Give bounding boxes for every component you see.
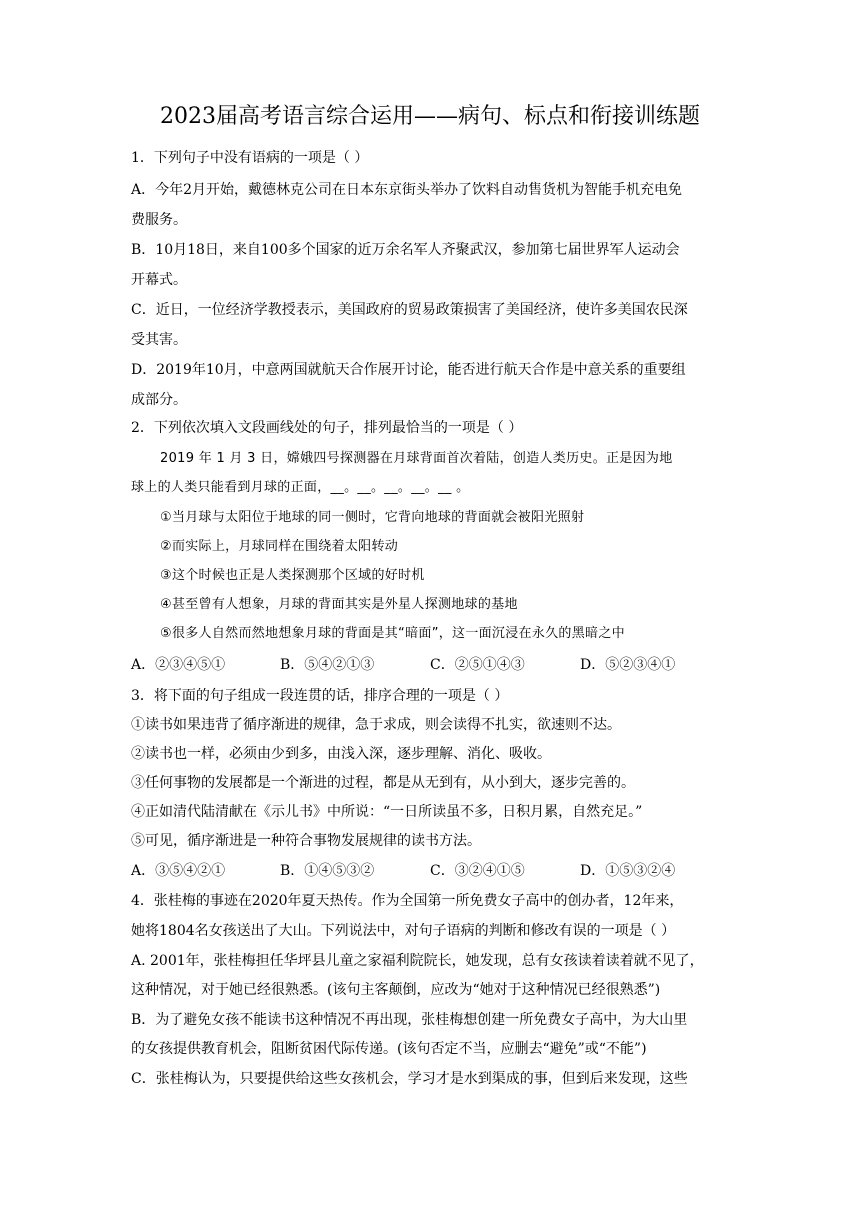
q3-option-d: D．①⑤③②④ bbox=[580, 863, 676, 879]
q4-option-a-line2: 这种情况，对于她已经很熟悉。(该句主客颠倒，应改为“她对于这种情况已经很熟悉”) bbox=[131, 982, 661, 998]
q4-stem-line1: 4．张桂梅的事迹在2020年夏天热传。作为全国第一所免费女子高中的创办者，12年来， bbox=[131, 893, 684, 909]
q2-option-c: C．②⑤①④③ bbox=[430, 657, 525, 673]
q4-stem-line2: 她将1804名女孩送出了大山。下列说法中，对句子语病的判断和修改有误的一项是（ ） bbox=[131, 923, 676, 939]
q3-sentence-5: ⑤可见，循序渐进是一种符合事物发展规律的读书方法。 bbox=[131, 833, 481, 849]
q3-sentence-2: ②读书也一样，必须由少到多，由浅入深，逐步理解、消化、吸收。 bbox=[131, 746, 551, 762]
q2-option-b: B．⑤④②①③ bbox=[280, 657, 375, 673]
q2-sentence-5: ⑤很多人自然而然地想象月球的背面是其“暗面”，这一面沉浸在永久的黑暗之中 bbox=[160, 626, 625, 641]
q3-sentence-1: ①读书如果违背了循序渐进的规律，急于求成，则会读得不扎实，欲速则不达。 bbox=[131, 717, 621, 733]
q1-option-b-line2: 开幕式。 bbox=[131, 272, 187, 288]
q3-sentence-4: ④正如清代陆清献在《示儿书》中所说：“一日所读虽不多，日积月累，自然充足。” bbox=[131, 804, 643, 820]
q3-sentence-3: ③任何事物的发展都是一个渐进的过程，都是从无到有，从小到大，逐步完善的。 bbox=[131, 775, 635, 791]
q3-option-c: C．③②④①⑤ bbox=[430, 863, 525, 879]
q2-passage-line2: 球上的人类只能看到月球的正面，__。__。__。__。__ 。 bbox=[131, 480, 470, 495]
q1-option-c-line2: 受其害。 bbox=[131, 332, 187, 348]
q4-option-c-line1: C．张桂梅认为，只要提供给这些女孩机会，学习才是水到渠成的事，但到后来发现，这些 bbox=[131, 1071, 688, 1087]
q2-sentence-2: ②而实际上，月球同样在围绕着太阳转动 bbox=[160, 539, 399, 554]
q2-sentence-1: ①当月球与太阳位于地球的同一侧时，它背向地球的背面就会被阳光照射 bbox=[160, 510, 585, 525]
q3-option-a: A．③⑤④②① bbox=[131, 863, 226, 879]
q1-option-b-line1: B．10月18日，来自100多个国家的近万余名军人齐聚武汉，参加第七届世界军人运动会 bbox=[131, 242, 680, 258]
q4-option-b-line1: B．为了避免女孩不能读书这种情况不再出现，张桂梅想创建一所免费女子高中，为大山里 bbox=[131, 1012, 688, 1028]
q2-stem: 2．下列依次填入文段画线处的句子，排列最恰当的一项是（ ） bbox=[131, 420, 523, 436]
q3-option-b: B．①④⑤③② bbox=[280, 863, 375, 879]
q2-option-d: D．⑤②③④① bbox=[580, 657, 676, 673]
document-title: 2023届高考语言综合运用——病句、标点和衔接训练题 bbox=[160, 104, 700, 129]
q3-stem: 3．将下面的句子组成一段连贯的话，排序合理的一项是（ ） bbox=[131, 688, 509, 704]
q1-option-c-line1: C．近日，一位经济学教授表示，美国政府的贸易政策损害了美国经济，使许多美国农民深 bbox=[131, 302, 688, 318]
q4-option-b-line2: 的女孩提供教育机会，阻断贫困代际传递。(该句否定不当，应删去“避免”或“不能”) bbox=[131, 1041, 647, 1057]
q4-option-a-line1: A. 2001年，张桂梅担任华坪县儿童之家福利院院长，她发现，总有女孩读着读着就不见了， bbox=[131, 953, 704, 969]
q2-passage-line1: 2019 年 1 月 3 日，嫦娥四号探测器在月球背面首次着陆，创造人类历史。正是因为地 bbox=[160, 451, 673, 466]
q1-option-a-line2: 费服务。 bbox=[131, 212, 187, 228]
q2-sentence-4: ④甚至曾有人想象，月球的背面其实是外星人探测地球的基地 bbox=[160, 597, 518, 612]
q1-stem: 1．下列句子中没有语病的一项是（ ） bbox=[131, 150, 369, 166]
q1-option-a-line1: A．今年2月开始，戴德林克公司在日本东京街头举办了饮料自动售货机为智能手机充电免 bbox=[131, 182, 683, 198]
q2-option-a: A．②③④⑤① bbox=[131, 657, 226, 673]
q1-option-d-line1: D．2019年10月，中意两国就航天合作展开讨论，能否进行航天合作是中意关系的重要组 bbox=[131, 362, 686, 378]
q2-sentence-3: ③这个时候也正是人类探测那个区域的好时机 bbox=[160, 568, 425, 583]
q1-option-d-line2: 成部分。 bbox=[131, 392, 187, 408]
